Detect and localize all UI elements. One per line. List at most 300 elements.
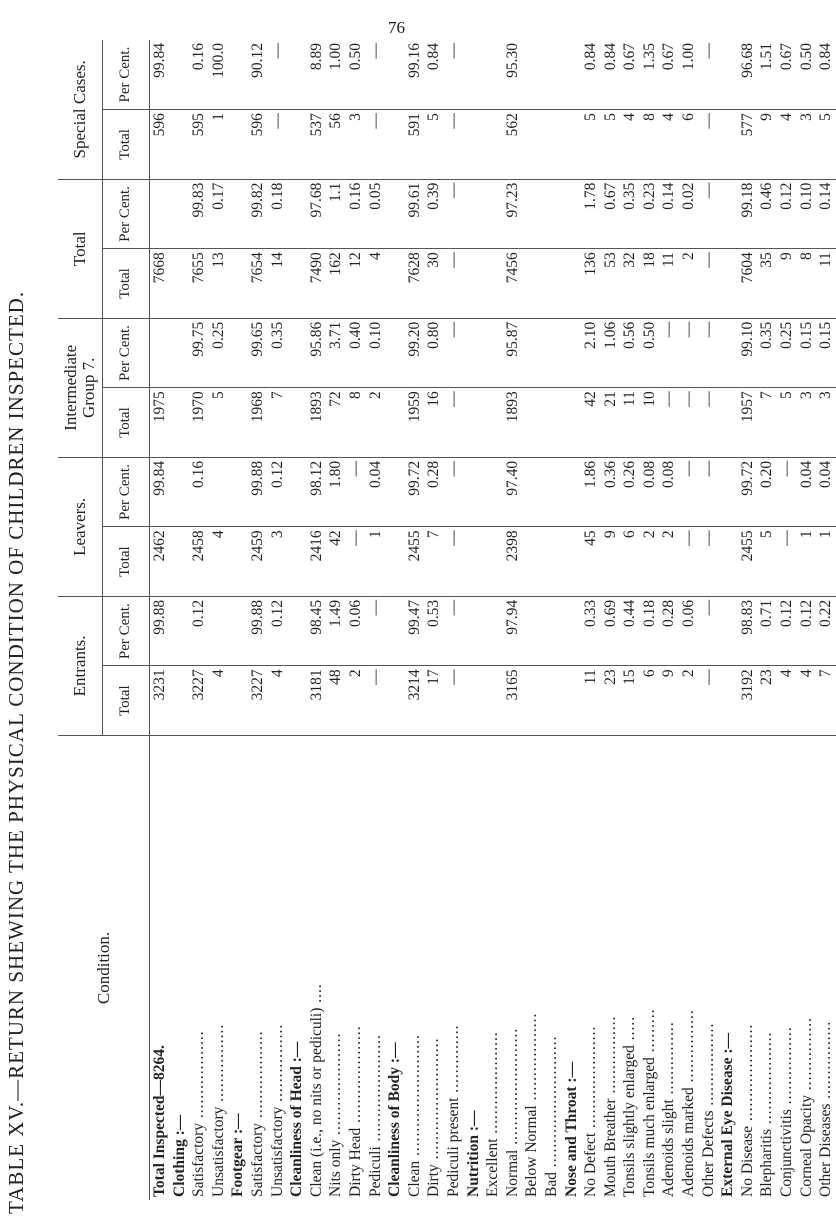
percent-cell: 0.25 [209,318,229,388]
percent-cell: 1.00 [326,40,346,110]
leader-dots: ........................ [503,1027,521,1150]
count-cell [522,249,542,319]
condition-label-text: Cleanliness of Head :— [288,1041,306,1197]
count-cell: 3214 [405,666,425,736]
count-cell [561,527,581,597]
percent-cell: 90.12 [248,40,268,110]
count-cell: 48 [326,666,346,736]
count-cell: 1 [209,110,229,180]
percent-cell: 98.83 [738,596,758,666]
condition-label-text: Nose and Throat :— [562,1061,580,1197]
count-cell: — [346,527,366,597]
percent-cell [522,596,542,666]
percent-cell: 99.75 [189,318,209,388]
percent-cell [561,40,581,110]
condition-label [620,735,640,1200]
percent-cell [522,457,542,527]
percent-cell [385,179,405,249]
table-row [385,40,405,1200]
table-row [366,40,386,1200]
count-cell [542,388,562,458]
percent-cell: 0.56 [620,318,640,388]
table-row [150,40,170,1200]
condition-label-text: Satisfactory [190,1122,208,1197]
percent-cell: 2.10 [581,318,601,388]
condition-label-text: Dirty Head [346,1127,364,1197]
percent-cell: 0.12 [777,596,797,666]
count-cell: 12 [346,249,366,319]
percent-cell: 99.16 [405,40,425,110]
table-row [777,40,797,1200]
percent-cell: 0.67 [659,40,679,110]
percent-cell [483,457,503,527]
count-cell: 30 [424,249,444,319]
table-body [150,40,836,1200]
condition-label-text: Unsatisfactory [209,1106,227,1197]
percent-cell: — [679,457,699,527]
percent-cell: 97.68 [307,179,327,249]
count-cell: 3227 [189,666,209,736]
leader-dots: ...................... [366,1034,384,1147]
percent-cell: 0.35 [757,318,777,388]
count-cell: 2 [366,388,386,458]
count-cell: 591 [405,110,425,180]
condition-header: Condition. [58,735,150,1200]
count-cell: 595 [189,110,209,180]
count-cell: 3165 [503,666,523,736]
count-cell [561,388,581,458]
percent-cell: 0.08 [640,457,660,527]
percent-cell [483,179,503,249]
table-row [640,40,660,1200]
leader-dots: .............. [444,1024,462,1098]
count-cell: 11 [620,388,640,458]
condition-label-text: Pediculi [366,1146,384,1197]
condition-label-text: Pediculi present [444,1097,462,1197]
count-cell: 10 [640,388,660,458]
count-cell: 1 [797,527,817,597]
count-cell [287,110,307,180]
leader-dots: .................. [523,1012,541,1106]
group-header-intermediate: Intermediate Group 7. [58,318,103,457]
count-cell: — [699,110,719,180]
count-cell [483,527,503,597]
percent-cell: 96.68 [738,40,758,110]
count-cell [522,527,542,597]
percent-cell: 0.06 [346,596,366,666]
count-cell [522,666,542,736]
percent-cell [228,179,248,249]
percent-cell: — [679,318,699,388]
percent-cell: 0.06 [679,596,699,666]
percent-cell: 99.18 [738,179,758,249]
percent-cell: — [444,596,464,666]
condition-label [777,735,797,1200]
count-cell: 596 [150,110,170,180]
condition-label-text: Below Normal [523,1105,541,1197]
count-cell: — [444,110,464,180]
condition-label [326,735,346,1200]
percent-cell: 0.08 [659,457,679,527]
percent-cell: 100.0 [209,40,229,110]
condition-label-text: Nutrition :— [464,1110,482,1197]
count-cell: 3 [797,388,817,458]
count-cell: — [444,527,464,597]
table-title: TABLE XV.—RETURN SHEWING THE PHYSICAL CONDITION OF CHILDREN INSPECTED. [4,290,28,1214]
table-row [503,40,523,1200]
condition-label [738,735,758,1200]
count-cell: 3181 [307,666,327,736]
condition-label [464,735,484,1200]
percent-cell [170,318,190,388]
percent-cell: 0.53 [424,596,444,666]
leader-dots: .................... [346,1025,364,1128]
condition-label [542,735,562,1200]
count-cell [522,388,542,458]
percent-cell: — [444,40,464,110]
subheader-per-cent: Per Cent. [103,179,150,249]
condition-label [287,735,307,1200]
percent-cell [170,596,190,666]
percent-cell: 3.71 [326,318,346,388]
condition-label-text: Unsatisfactory [268,1106,286,1197]
count-cell [228,110,248,180]
percent-cell [209,457,229,527]
count-cell: — [444,249,464,319]
percent-cell: 0.20 [757,457,777,527]
percent-cell: 1.86 [581,457,601,527]
percent-cell: 99.83 [189,179,209,249]
condition-label-text: Adenoids slight [660,1099,678,1197]
leader-dots: ..................... [327,1032,345,1140]
percent-cell [464,179,484,249]
condition-label-text: Tonsils much enlarged [640,1057,658,1197]
percent-cell [209,596,229,666]
percent-cell [718,596,738,666]
count-cell: 32 [620,249,640,319]
percent-cell [718,457,738,527]
percent-cell: 0.12 [797,596,817,666]
leader-dots: .................. [190,1030,208,1123]
condition-label [659,735,679,1200]
count-cell [542,527,562,597]
condition-label [503,735,523,1200]
percent-cell: 97.23 [503,179,523,249]
count-cell [228,388,248,458]
count-cell: 7490 [307,249,327,319]
condition-label-text: Dirty [425,1164,443,1197]
count-cell: 4 [777,666,797,736]
count-cell: 45 [581,527,601,597]
count-cell: 11 [659,249,679,319]
count-cell: 5 [757,527,777,597]
percent-cell [542,40,562,110]
count-cell: 7456 [503,249,523,319]
count-cell [287,666,307,736]
count-cell: 18 [640,249,660,319]
percent-cell [385,318,405,388]
percent-cell [228,596,248,666]
count-cell: 5 [581,110,601,180]
percent-cell [522,40,542,110]
count-cell: 5 [816,110,836,180]
condition-label [189,735,209,1200]
percent-cell [170,40,190,110]
count-cell [464,666,484,736]
count-cell: 14 [268,249,288,319]
count-cell [287,249,307,319]
percent-cell: 0.80 [424,318,444,388]
count-cell: 4 [366,249,386,319]
table-row [189,40,209,1200]
condition-label [522,735,542,1200]
percent-cell: — [366,596,386,666]
count-cell [228,527,248,597]
percent-cell [522,318,542,388]
percent-cell: 99.72 [738,457,758,527]
count-cell [170,110,190,180]
count-cell: 56 [326,110,346,180]
table-row [405,40,425,1200]
condition-label-text: Bad [542,1172,560,1197]
count-cell: 35 [757,249,777,319]
condition-label-text: Clothing :— [170,1114,188,1197]
leader-dots: ......................... [425,1037,443,1165]
subheader-per-cent: Per Cent. [103,596,150,666]
table-row [444,40,464,1200]
table-row [209,40,229,1200]
percent-cell: — [366,40,386,110]
count-cell: 9 [601,527,621,597]
percent-cell [150,318,170,388]
count-cell: 53 [601,249,621,319]
count-cell [718,249,738,319]
subheader-total: Total [103,666,150,736]
percent-cell: 95.87 [503,318,523,388]
percent-cell [718,179,738,249]
table-row [699,40,719,1200]
count-cell: — [366,666,386,736]
count-cell: 7 [757,388,777,458]
count-cell: 23 [757,666,777,736]
percent-cell: 0.71 [757,596,777,666]
percent-cell: — [444,179,464,249]
percent-cell: 97.94 [503,596,523,666]
percent-cell: 1.49 [326,596,346,666]
count-cell: 2459 [248,527,268,597]
group-header-total: Total [58,179,103,318]
subheader-total: Total [103,527,150,597]
subheader-total: Total [103,249,150,319]
condition-label-text: Tonsils slightly enlarged [621,1045,639,1197]
percent-cell: 0.18 [640,596,660,666]
group-header-row [58,40,103,1200]
count-cell [542,666,562,736]
percent-cell [542,179,562,249]
percent-cell [718,318,738,388]
count-cell [385,666,405,736]
percent-cell: 99.88 [150,596,170,666]
count-cell: 13 [209,249,229,319]
percent-cell: — [777,457,797,527]
percent-cell [464,40,484,110]
count-cell: 4 [268,666,288,736]
count-cell: 3 [797,110,817,180]
table-row [816,40,836,1200]
count-cell: 72 [326,388,346,458]
count-cell: 2 [679,249,699,319]
count-cell [385,527,405,597]
count-cell: 1957 [738,388,758,458]
count-cell: 4 [797,666,817,736]
subheader-per-cent: Per Cent. [103,457,150,527]
percent-cell: 99.61 [405,179,425,249]
percent-cell: — [346,457,366,527]
percent-cell: 0.40 [346,318,366,388]
percent-cell: 99.84 [150,40,170,110]
condition-label-text: Adenoids marked [680,1087,698,1197]
count-cell [718,388,738,458]
percent-cell: 0.50 [346,40,366,110]
condition-label-text: Cleanliness of Body :— [386,1042,404,1197]
percent-cell: 0.84 [816,40,836,110]
percent-cell: 0.28 [659,596,679,666]
percent-cell: 0.23 [640,179,660,249]
percent-cell [464,596,484,666]
condition-label [209,735,229,1200]
percent-cell: — [444,457,464,527]
percent-cell: 0.35 [620,179,640,249]
count-cell: 7655 [189,249,209,319]
percent-cell [170,179,190,249]
percent-cell [483,318,503,388]
percent-cell: 0.26 [620,457,640,527]
count-cell [561,249,581,319]
count-cell: 562 [503,110,523,180]
count-cell: 4 [209,527,229,597]
table-row [287,40,307,1200]
percent-cell: 0.84 [424,40,444,110]
count-cell: 11 [816,249,836,319]
count-cell: 2 [659,527,679,597]
percent-cell: 99.82 [248,179,268,249]
count-cell: 1 [816,527,836,597]
count-cell: 3192 [738,666,758,736]
count-cell [464,249,484,319]
percent-cell [170,457,190,527]
condition-label-text: No Disease [738,1125,756,1197]
table-row [757,40,777,1200]
percent-cell [228,318,248,388]
count-cell [718,666,738,736]
percent-cell: 98.12 [307,457,327,527]
count-cell: 8 [640,110,660,180]
table-row [346,40,366,1200]
count-cell: 7654 [248,249,268,319]
count-cell: 9 [777,249,797,319]
percent-cell: 1.1 [326,179,346,249]
percent-cell: 0.84 [581,40,601,110]
percent-cell: 1.35 [640,40,660,110]
count-cell: 7668 [150,249,170,319]
percent-cell [228,40,248,110]
percent-cell: 0.22 [816,596,836,666]
count-cell: — [679,388,699,458]
percent-cell: — [444,318,464,388]
percent-cell: 0.10 [366,318,386,388]
condition-label [150,735,170,1200]
percent-cell: 99.72 [405,457,425,527]
count-cell: 7 [816,666,836,736]
count-cell: 3 [268,527,288,597]
count-cell [522,110,542,180]
count-cell: 2455 [405,527,425,597]
percent-cell: 0.25 [777,318,797,388]
count-cell: 7604 [738,249,758,319]
count-cell [464,388,484,458]
leader-dots: ................. [699,1022,717,1111]
table-row [581,40,601,1200]
percent-cell: 99.65 [248,318,268,388]
percent-cell: 0.50 [640,318,660,388]
percent-cell [561,318,581,388]
percent-cell: 0.36 [601,457,621,527]
count-cell: 3227 [248,666,268,736]
percent-cell: — [699,457,719,527]
count-cell [287,388,307,458]
condition-label [483,735,503,1200]
leader-dots: ..... [621,1015,639,1046]
table-row [679,40,699,1200]
condition-label-text: Mouth Breather [601,1098,619,1197]
percent-cell: 98.45 [307,596,327,666]
percent-cell: — [699,596,719,666]
count-cell: 5 [601,110,621,180]
count-cell [228,666,248,736]
count-cell [483,249,503,319]
count-cell [464,527,484,597]
condition-label [346,735,366,1200]
percent-cell [385,457,405,527]
condition-label-text: Blepharitis [758,1128,776,1197]
count-cell [718,110,738,180]
count-cell: 4 [209,666,229,736]
count-cell: 3 [816,388,836,458]
condition-label-text: Corneal Opacity [797,1094,815,1197]
percent-cell: — [699,179,719,249]
percent-cell: 0.44 [620,596,640,666]
percent-cell [287,457,307,527]
count-cell [170,249,190,319]
condition-label [679,735,699,1200]
leader-dots: ................ [268,1023,286,1107]
percent-cell [522,179,542,249]
count-cell: 2 [346,666,366,736]
percent-cell [542,318,562,388]
count-cell [483,666,503,736]
count-cell: 1968 [248,388,268,458]
percent-cell: 0.67 [620,40,640,110]
count-cell: 596 [248,110,268,180]
percent-cell: 0.67 [601,179,621,249]
percent-cell: 99.88 [248,457,268,527]
subheader-total: Total [103,110,150,180]
percent-cell: 99.84 [150,457,170,527]
count-cell: 7628 [405,249,425,319]
count-cell: 6 [620,527,640,597]
count-cell: 5 [777,388,797,458]
percent-cell: 1.78 [581,179,601,249]
